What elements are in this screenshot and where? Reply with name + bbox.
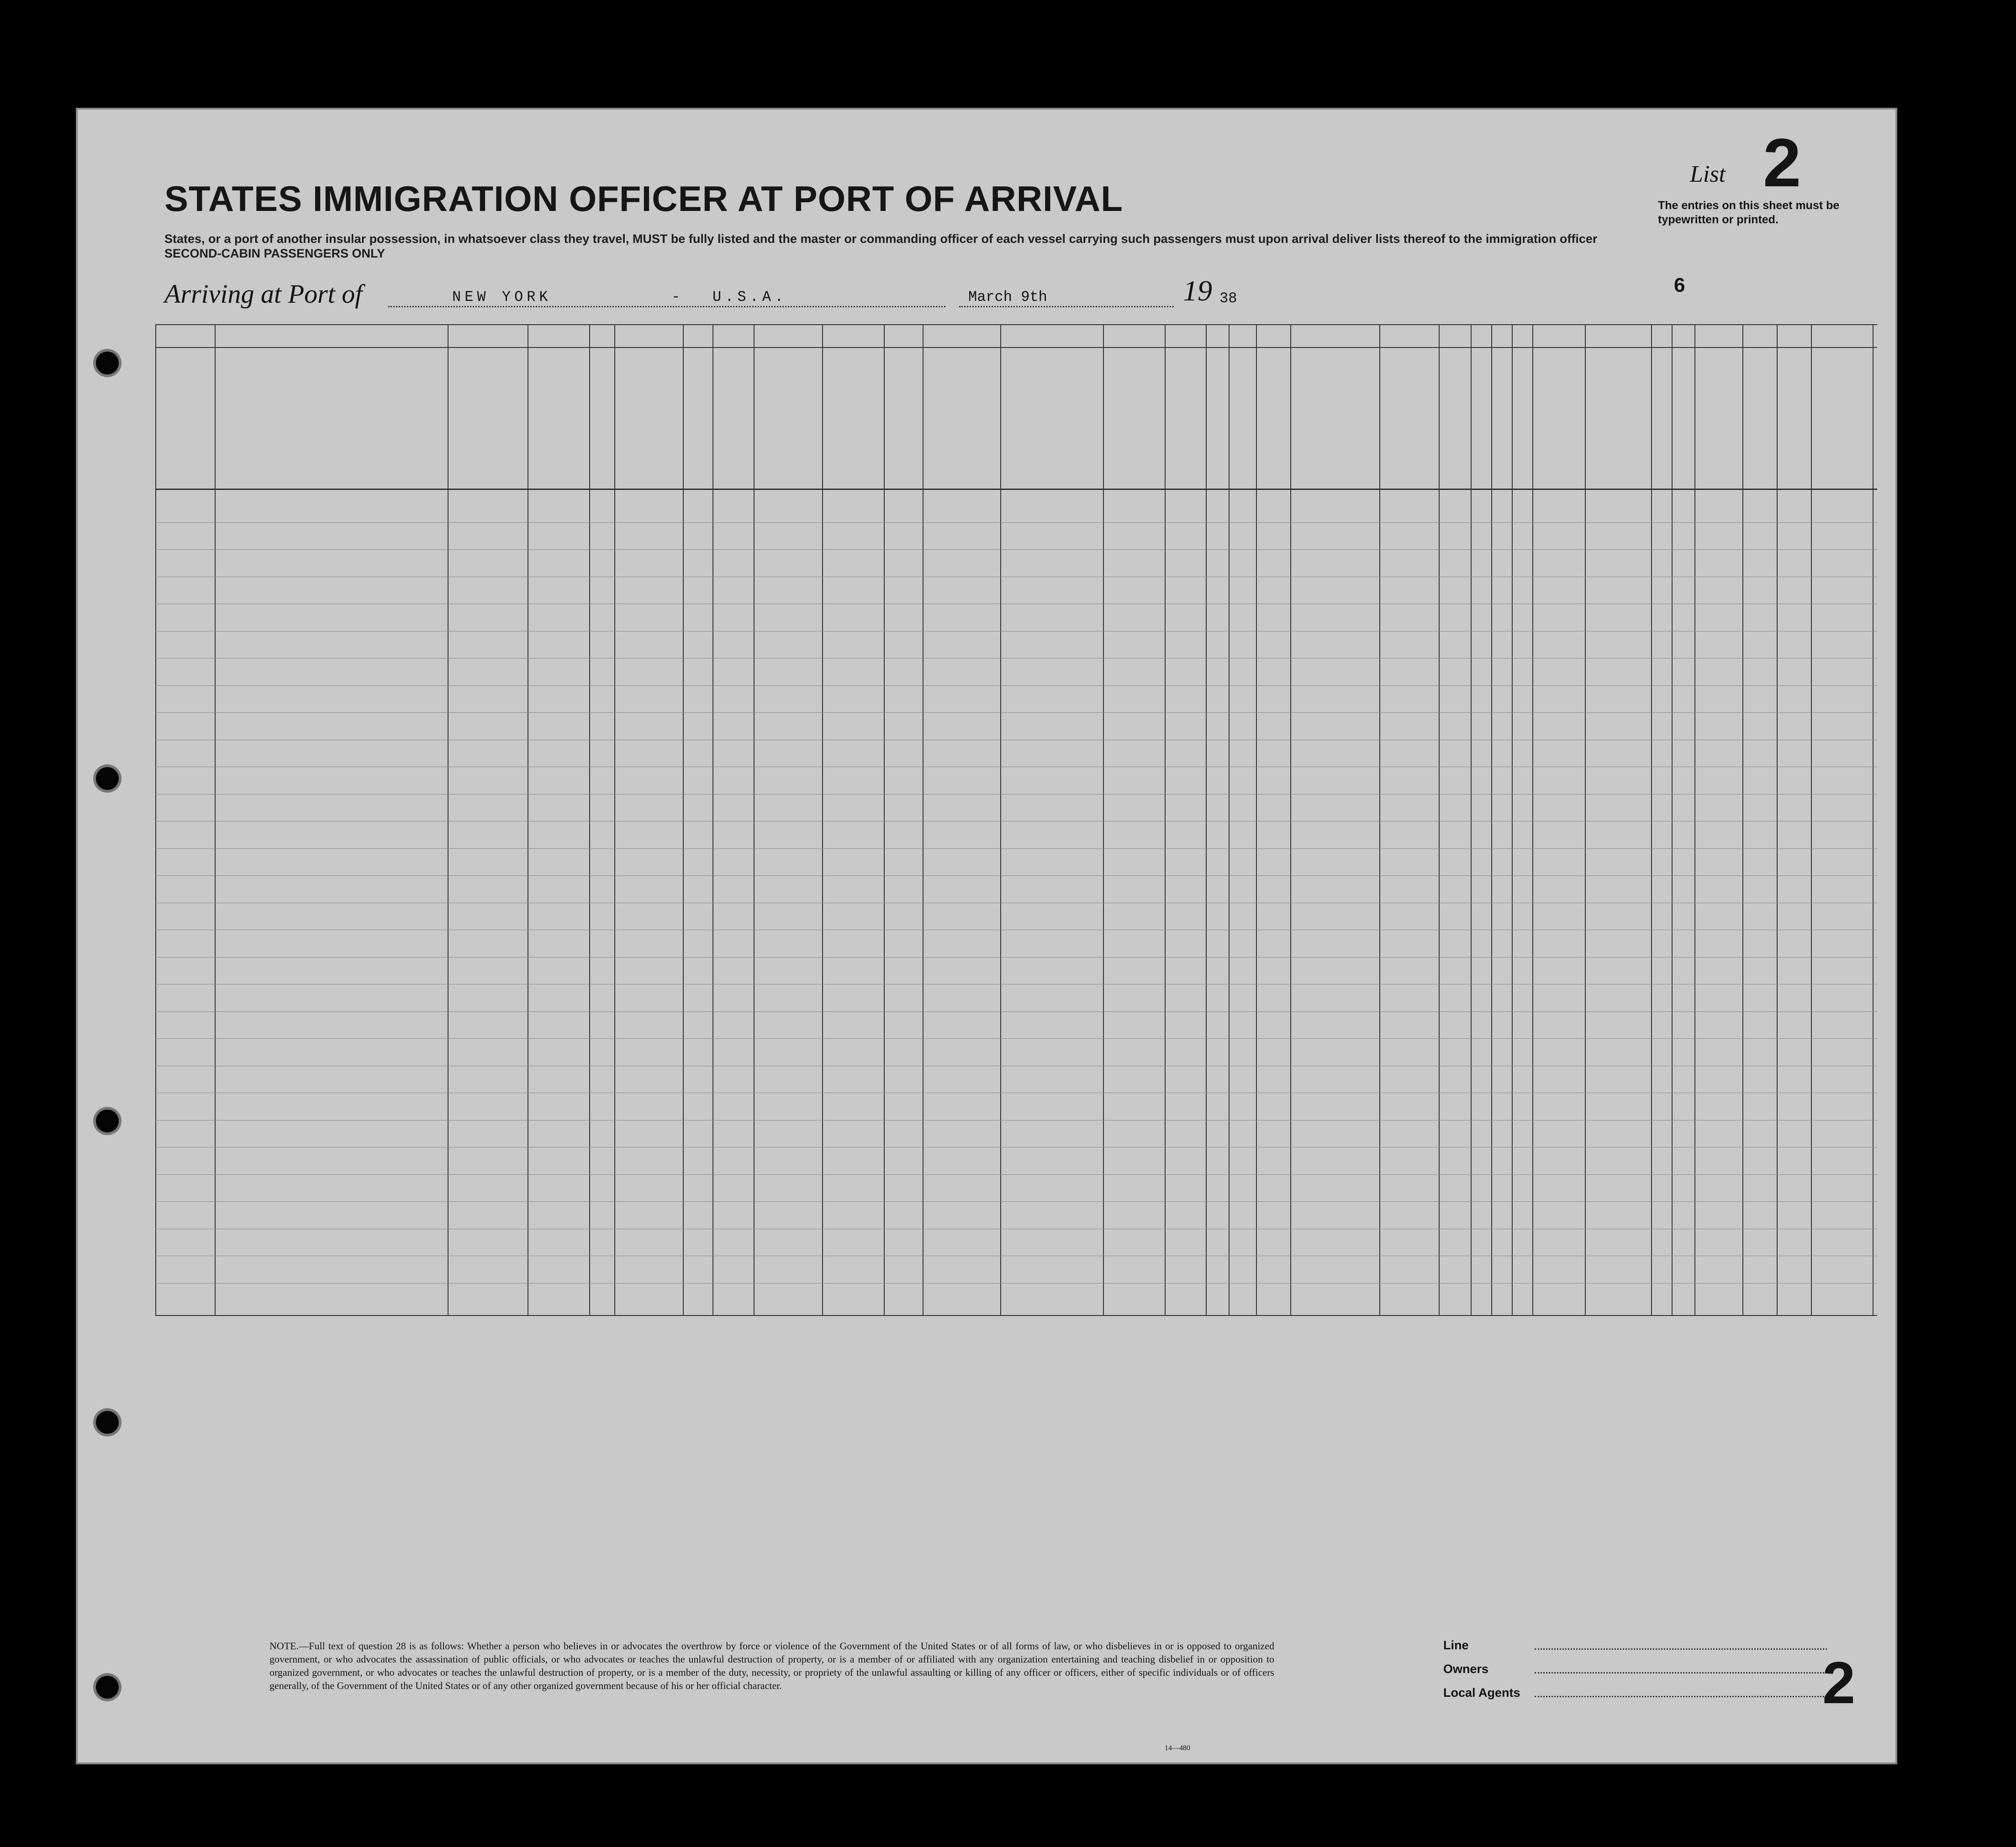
punch-hole [96,767,119,790]
column-rule [1512,324,1513,1315]
header-rule-numbers [155,347,1877,348]
punch-hole [96,352,119,374]
column-rule [923,324,924,1315]
punch-hole [96,1110,119,1132]
header-c25 [1233,352,1247,484]
owners-label: Owners [1443,1662,1489,1676]
header-c31 [1495,356,1509,484]
line-field [1535,1648,1827,1650]
second-cabin-label: SECOND-CABIN PASSENGERS ONLY [164,247,385,260]
column-rule [1742,324,1743,1315]
row-rule [155,1038,1877,1039]
column-rule [614,324,615,1315]
row-rule [155,712,1877,713]
column-rule [1379,324,1380,1315]
column-rule [215,324,216,1315]
header-c34-feet [1656,447,1669,484]
column-rule [1256,324,1257,1315]
date-line [959,306,1174,307]
header-c21 [685,356,699,484]
column-rule [1165,324,1166,1315]
footer-number: 2 [1822,1649,1856,1716]
year-prefix: 19 [1183,274,1212,307]
page-title: STATES IMMIGRATION OFFICER AT PORT OF ARRIVAL [164,179,1123,219]
column-rule [155,324,156,1315]
column-rule [1000,324,1001,1315]
agents-field [1535,1696,1827,1697]
footnote: NOTE.—Full text of question 28 is as follows: Whether a person who believes in or advocates the overthrow by force or violence of the Government of the United States or of all forms of law, or who disbelieves in or is opposed to organized government, or who advocates the assassination of public officials, or who advocates or teaches the unlawful destruction of property, or is a member of or affiliated with any organization entertaining and teaching disbelief in or opposition to organized government, or who advocates or teaches the unlawful destruction of property, or is a member of the duty, necessity, or propriety of the unlawful assaulting or killing of any officer or officers, either of specific individuals or of officers generally, of the Government of the United States or of any other organized government because of his or her official character. [269,1640,1274,1691]
table-rule-bottom [155,1315,1877,1316]
header-rule-top [155,324,1877,325]
punch-hole [96,1676,119,1699]
header-c30 [1474,356,1488,484]
row-rule [155,1174,1877,1175]
entries-note: The entries on this sheet must be typewritten or printed. [1658,199,1840,226]
header-c27 [1295,352,1309,484]
line-label: Line [1443,1638,1469,1652]
header-c28 [1384,356,1398,484]
column-rule [683,324,684,1315]
column-rule [1694,324,1695,1315]
header-c26 [1261,352,1274,484]
row-rule [155,1201,1877,1202]
column-rule [1777,324,1778,1315]
row-rule [155,685,1877,686]
row-rule [155,522,1877,523]
agents-label: Local Agents [1443,1686,1520,1700]
year-suffix: 38 [1219,290,1237,307]
column-rule [448,324,449,1315]
column-rule [1229,324,1230,1315]
column-rule [1672,324,1673,1315]
sheet-number: 6 [1674,274,1685,296]
header-c29 [1443,356,1457,484]
column-rule [589,324,590,1315]
column-rule [822,324,823,1315]
column-rule [1439,324,1440,1315]
row-rule [155,957,1877,958]
column-rule [1471,324,1472,1315]
row-rule [155,1283,1877,1284]
arrival-date: March 9th [968,289,1047,305]
header-rule-bottom [155,489,1877,490]
port-dash: - [671,289,684,305]
column-rule [754,324,755,1315]
column-rule [1873,324,1874,1315]
manifest-sheet [78,110,1895,1763]
row-rule [155,1011,1877,1012]
row-rule [155,848,1877,849]
header-c24-b [1187,393,1201,484]
column-rule [1103,324,1104,1315]
column-rule [1290,324,1291,1315]
list-number: 2 [1763,124,1801,201]
column-rule [1491,324,1492,1315]
header-c34-inches [1676,447,1690,484]
column-rule [1651,324,1652,1315]
column-rule [1585,324,1586,1315]
form-number: 14—480 [1165,1744,1190,1752]
column-rule [884,324,885,1315]
punch-hole [96,1411,119,1434]
header-c24-a [1167,393,1181,484]
column-rule [1811,324,1812,1315]
column-rule [712,324,713,1315]
instruction-text: States, or a port of another insular possession, in whatsoever class they travel, MUST be fully listed and the master or commanding officer of each vessel carrying such passengers must upon arrival deliver lists thereof to the immigration officer [164,232,1598,246]
country-value: U.S.A. [712,289,787,305]
row-rule [155,549,1877,550]
row-rule [155,1120,1877,1121]
row-rule [155,794,1877,795]
list-label: List [1690,161,1726,187]
owners-field [1535,1672,1827,1673]
port-line [388,306,945,307]
column-rule [1206,324,1207,1315]
column-rule [1532,324,1533,1315]
header-c19 [591,356,605,484]
row-rule [155,875,1877,876]
arriving-label: Arriving at Port of [164,279,363,309]
port-value: NEW YORK [452,289,552,305]
